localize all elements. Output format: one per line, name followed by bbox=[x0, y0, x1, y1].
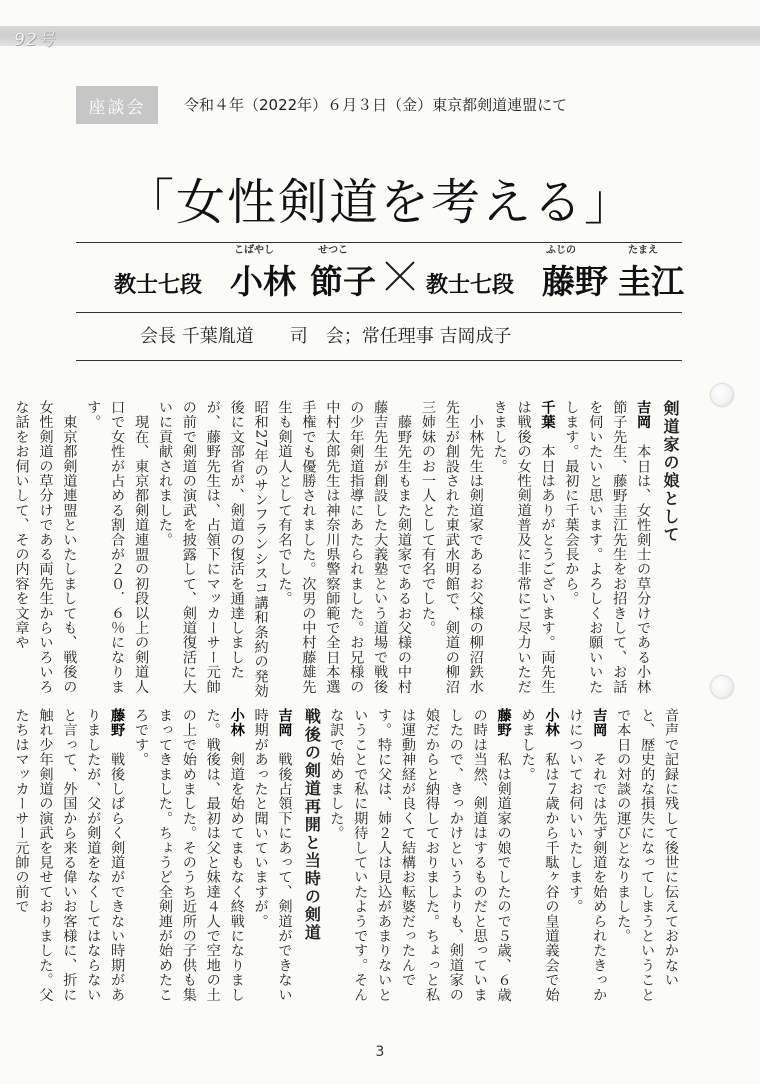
chair-rule bbox=[76, 360, 682, 361]
paragraph: 千葉 本日はありがとうございます。両先生は戦後の女性剣道普及に非常にご尽力いただきました。 bbox=[491, 400, 556, 695]
paragraph: 藤野 戦後しばらく剣道ができない時期がありましたが、父が剣道をなくしてはならないと言って、外国から来る偉いお客様に、折に触れ少年剣道の演武を見せておりました。父たちはマッカーサー元帥の前で bbox=[13, 708, 126, 1003]
cross-icon bbox=[382, 258, 418, 294]
speaker-label: 小林 bbox=[228, 708, 245, 738]
speaker-label: 千葉 bbox=[539, 400, 556, 430]
speaker-1-ruby-family: こばやし bbox=[234, 245, 274, 256]
lower-text-block bbox=[13, 708, 682, 1008]
speaker-label: 吉岡 bbox=[635, 400, 652, 430]
speaker-2-ruby-given: たまえ bbox=[628, 245, 658, 256]
speaker-2-role: 教士七段 bbox=[426, 272, 515, 298]
header-band bbox=[0, 26, 760, 46]
paragraph: 小林 剣道を始めてまもなく終戦になりました。戦後は、最初は父と妹達４人で空地の土の上で始めました。そのうち近所の子供も集まってきました。ちょうど全剣連が始めたころです。 bbox=[133, 708, 245, 1003]
speaker-2-name-given: たまえ 圭江 bbox=[618, 256, 684, 303]
paragraph: 現在、東京都剣道連盟の初段以上の剣道人口で女性が占める割合が２０．６％になります。 bbox=[85, 400, 150, 695]
paragraph: 藤野先生もまた剣道家であるお父様の中村藤吉先生が創設した大義塾という道場で戦後の少年剣道指導にあたられました。お兄様の中村太郎先生は神奈川県警察師範で全日本選手権でも優勝されました。次男の中村藤雄先生も剣道人として有名でした。 bbox=[276, 400, 413, 695]
speaker-label: 吉岡 bbox=[591, 708, 608, 738]
paragraph: 藤野 私は剣道家の娘でしたので５歳、６歳の時は当然、剣道はするものだと思っていましたので、きっかけというよりも、剣道家の娘だからと納得しておりました。ちょっと私は運動神経が良くて結構お転婆だったんです。特に父は、姉２人は見込があまりないということで私に期待していたようです。そんな訳で始めました。 bbox=[328, 708, 512, 1003]
speaker-2-ruby-family: ふじの bbox=[546, 245, 576, 256]
paragraph: 吉岡 本日は、女性剣士の草分けである小林節子先生、藤野圭江先生をお招きして、お話を伺いたいと思います。よろしくお願いいたします。最初に千葉会長から。 bbox=[563, 400, 652, 695]
binder-hole bbox=[711, 384, 733, 406]
dateline: 令和４年（2022年）６月３日（金）東京都剣道連盟にて bbox=[184, 96, 568, 114]
section-tag: 座談会 bbox=[76, 86, 158, 124]
paragraph: 音声で記録に残して後世に伝えておかないと、歴史的な損失になってしまうということで本日の対談の運びとなりました。 bbox=[615, 708, 679, 1002]
speaker-label: 吉岡 bbox=[276, 708, 293, 738]
speaker-1-role: 教士七段 bbox=[114, 272, 203, 298]
speakers-rule bbox=[76, 312, 682, 313]
article-title: 「女性剣道を考える」 bbox=[124, 174, 635, 231]
section-heading-1: 剣道家の娘として bbox=[661, 400, 680, 544]
section-heading-2: 戦後の剣道再開と当時の剣道 bbox=[302, 708, 322, 942]
page-number: 3 bbox=[375, 1044, 385, 1060]
paragraph: 東京都剣道連盟といたしましても、戦後の女性剣道の草分けである両先生からいろいろな話をお伺いして、その内容を文章や bbox=[13, 400, 78, 695]
speaker-1-name-family: こばやし 小林 bbox=[230, 256, 296, 303]
speaker-2-name-family: ふじの 藤野 bbox=[542, 256, 608, 303]
speaker-label: 小林 bbox=[543, 708, 560, 738]
speaker-1-ruby-given: せつこ bbox=[318, 245, 348, 256]
speaker-1-name-given: せつこ 節子 bbox=[310, 256, 376, 303]
upper-text-block bbox=[13, 400, 682, 700]
speaker-label: 藤野 bbox=[495, 708, 512, 738]
paragraph: 小林 私は７歳から千駄ヶ谷の皇道義会で始めました。 bbox=[519, 708, 560, 1003]
issue-number: 92号 bbox=[14, 30, 56, 50]
title-rule bbox=[76, 242, 682, 243]
binder-hole bbox=[711, 676, 733, 698]
paragraph: 昭和27年のサンフランシスコ講和条約の発効後に文部省が、剣道の復活を通達しましたが、藤野先生は、占領下にマッカーサー元帥の前で剣道の演武を披露して、剣道復活に大いに貢献されました。 bbox=[156, 400, 269, 699]
paragraph: 吉岡 戦後占領下にあって、剣道ができない時期があったと聞いていますが。 bbox=[252, 708, 293, 1003]
paragraph: 小林先生は剣道家であるお父様の柳沼鉄水先生が創設された東武水明館で、剣道の柳沼三姉妹のお一人として有名でした。 bbox=[419, 400, 484, 695]
speaker-label: 藤野 bbox=[109, 708, 126, 738]
paragraph: 吉岡 それでは先ず剣道を始められたきっかけについてお伺いいたします。 bbox=[567, 708, 608, 1003]
chair-line: 会長 千葉胤道 司 会；常任理事 吉岡成子 bbox=[140, 326, 512, 347]
